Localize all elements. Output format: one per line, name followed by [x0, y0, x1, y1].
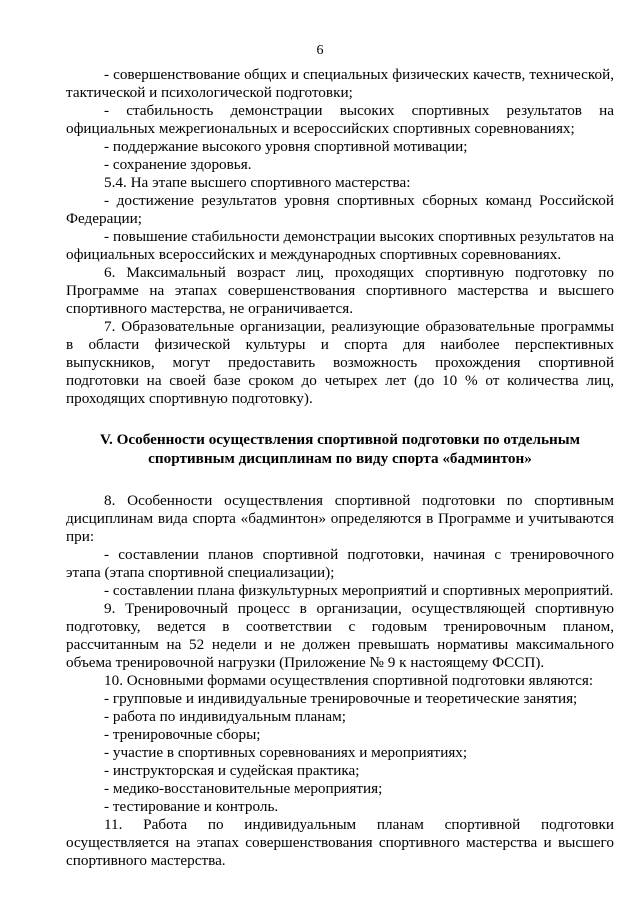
list-item: - групповые и индивидуальные тренировочные и теоретические занятия; [104, 690, 578, 707]
paragraph-10: 10. Основными формами осуществления спортивной подготовки являются: [104, 672, 594, 689]
paragraph-9: 9. Тренировочный процесс в организации, осуществляющей спортивную подготовку, ведется в соответствии с годовым тренировочным планом, рассчитанным на 52 недели и не должен превышать нормативы максимального объема тренировочной нагрузки (Приложение № 9 к настоящему ФССП). [66, 600, 614, 671]
list-item: - составлении плана физкультурных мероприятий и спортивных мероприятий. [104, 582, 614, 599]
paragraph-11: 11. Работа по индивидуальным планам спортивной подготовки осуществляется на этапах совершенствования спортивного мастерства и высшего спортивного мастерства. [66, 816, 614, 869]
paragraph-6: 6. Максимальный возраст лиц, проходящих спортивную подготовку по Программе на этапах совершенствования спортивного мастерства и высшего спортивного мастерства, не ограничивается. [66, 264, 614, 317]
list-item: - участие в спортивных соревнованиях и мероприятиях; [104, 744, 468, 761]
list-item: - стабильность демонстрации высоких спортивных результатов на официальных межрегиональных и всероссийских спортивных соревнованиях; [66, 102, 614, 137]
list-item: - тренировочные сборы; [104, 726, 261, 743]
paragraph-8: 8. Особенности осуществления спортивной подготовки по спортивным дисциплинам вида спорта «бадминтон» определяются в Программе и учитываются при: [66, 492, 614, 545]
paragraph-5-4: 5.4. На этапе высшего спортивного мастерства: [104, 174, 411, 191]
section-heading-line1: V. Особенности осуществления спортивной подготовки по отдельным [99, 431, 581, 448]
list-item: - медико-восстановительные мероприятия; [104, 780, 383, 797]
list-item: - достижение результатов уровня спортивных сборных команд Российской Федерации; [66, 192, 614, 227]
document-body [66, 66, 614, 870]
list-item: - тестирование и контроль. [104, 798, 279, 815]
list-item: - поддержание высокого уровня спортивной мотивации; [104, 138, 468, 155]
section-heading-line2: спортивным дисциплинам по виду спорта «бадминтон» [148, 450, 532, 467]
list-item: - работа по индивидуальным планам; [104, 708, 346, 725]
list-item: - инструкторская и судейская практика; [104, 762, 360, 779]
list-item: - совершенствование общих и специальных физических качеств, технической, тактической и психологической подготовки; [66, 66, 614, 101]
page-number: 6 [316, 43, 324, 58]
list-item: - сохранение здоровья. [104, 156, 252, 173]
paragraph-7: 7. Образовательные организации, реализующие образовательные программы в области физической культуры и спорта для наиболее перспективных выпускников, могут предоставить возможность прохождения спортивной подготовки на своей базе сроком до четырех лет (до 10 % от количества лиц, проходящих спортивную подготовку). [66, 318, 614, 407]
list-item: - составлении планов спортивной подготовки, начиная с тренировочного этапа (этапа спортивной специализации); [66, 546, 614, 581]
list-item: - повышение стабильности демонстрации высоких спортивных результатов на официальных всероссийских и международных спортивных соревнованиях. [66, 228, 614, 263]
